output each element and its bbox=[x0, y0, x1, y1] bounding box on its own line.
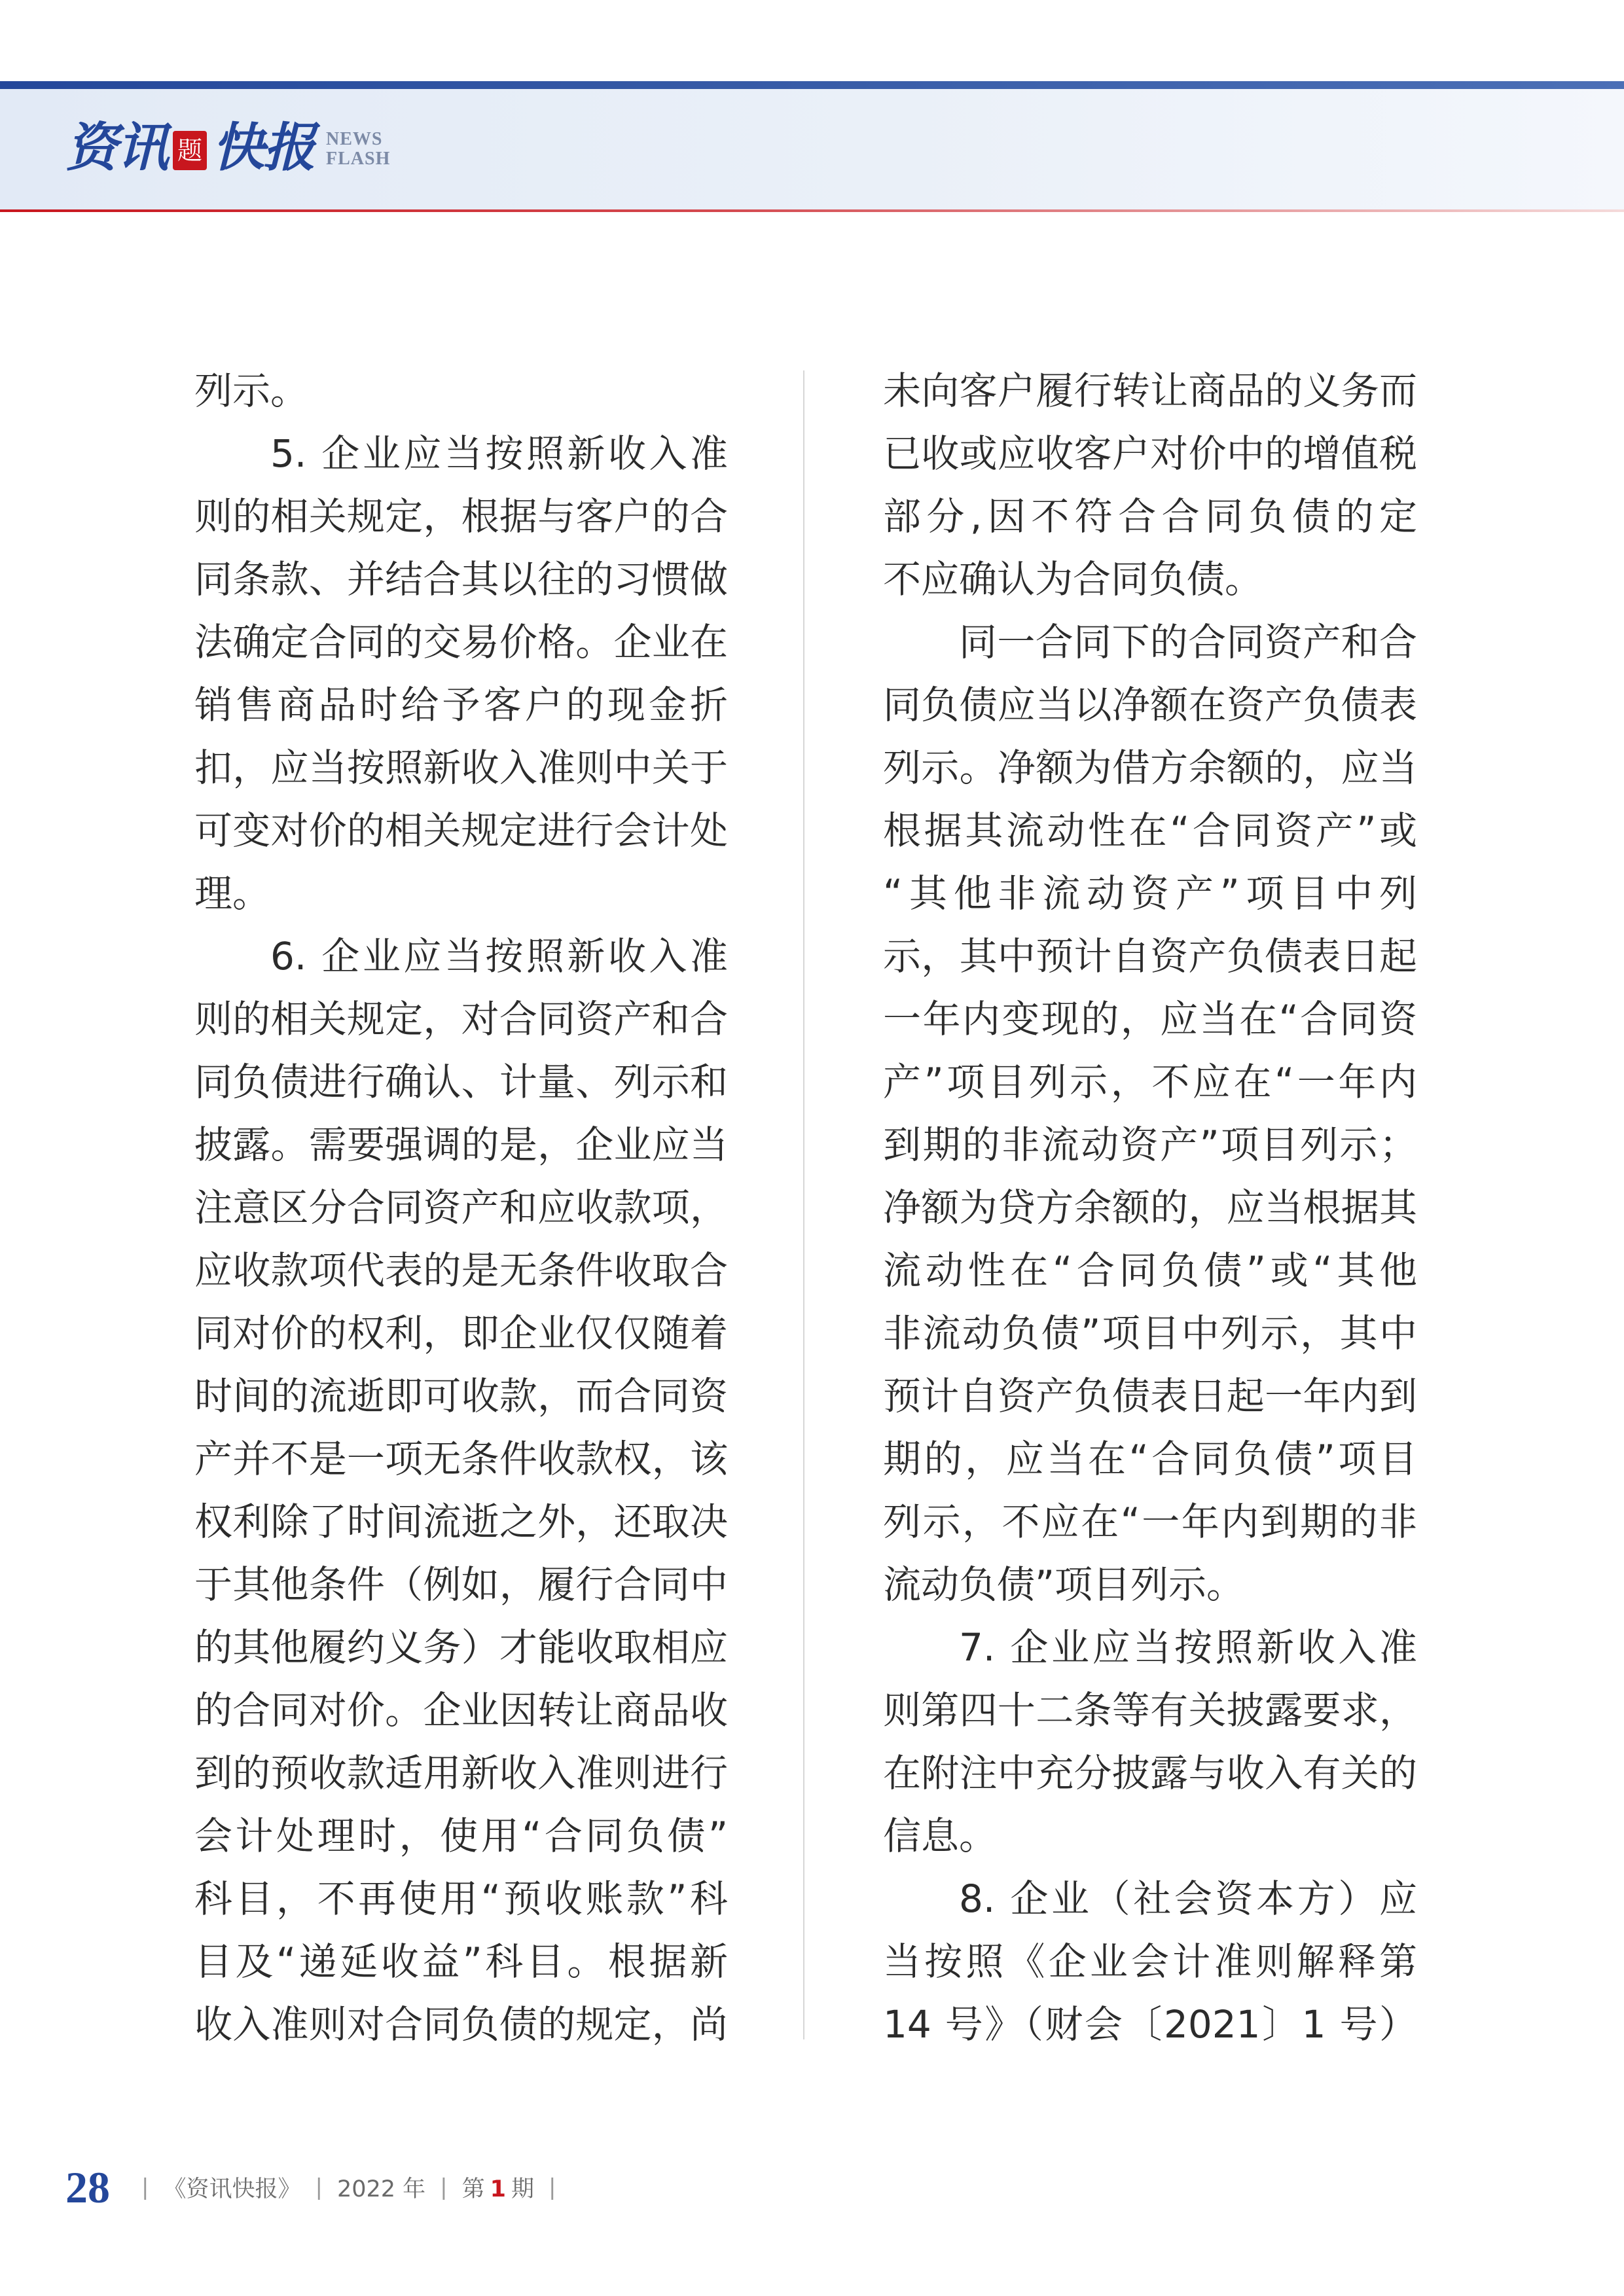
footer-separator: | bbox=[315, 2174, 323, 2200]
text-line: 同一合同下的合同资产和合 bbox=[959, 620, 1417, 664]
text-line: 产”项目列示，不应在“一年内 bbox=[883, 1060, 1417, 1104]
text-line: “其他非流动资产”项目中列 bbox=[883, 871, 1417, 916]
text-line: 理。 bbox=[194, 871, 271, 916]
text-line: 根据其流动性在“合同资产”或 bbox=[883, 808, 1417, 853]
seal-icon: 题 bbox=[173, 131, 207, 170]
header-top-bar bbox=[0, 81, 1624, 89]
footer-separator: | bbox=[549, 2174, 556, 2200]
text-line: 部分,因不符合合同负债的定 bbox=[883, 494, 1417, 539]
text-line: 流动负债”项目列示。 bbox=[883, 1562, 1245, 1607]
text-line: 8. 企业（社会资本方）应 bbox=[959, 1876, 1417, 1921]
text-line: 扣，应当按照新收入准则中关于 bbox=[194, 745, 728, 790]
logo-text-kuaibao: 快报 bbox=[212, 117, 314, 178]
header-red-rule bbox=[0, 209, 1624, 212]
text-line: 6. 企业应当按照新收入准 bbox=[270, 934, 728, 978]
paragraph bbox=[194, 925, 728, 2056]
footer-separator: | bbox=[440, 2174, 448, 2200]
text-line: 同负债进行确认、计量、列示和 bbox=[194, 1060, 728, 1104]
flash-word: FLASH bbox=[326, 149, 391, 169]
text-line: 产并不是一项无条件收款权，该 bbox=[194, 1437, 728, 1481]
text-line: 销售商品时给予客户的现金折 bbox=[194, 683, 728, 727]
page-footer bbox=[65, 2160, 570, 2215]
logo-text-zixun: 资讯 bbox=[65, 117, 168, 178]
paragraph bbox=[194, 359, 728, 422]
text-line: 不应确认为合同负债。 bbox=[883, 557, 1263, 601]
paragraph bbox=[883, 359, 1417, 611]
text-line: 非流动负债”项目中列示，其中 bbox=[883, 1311, 1417, 1355]
text-line: 期的，应当在“合同负债”项目 bbox=[883, 1437, 1417, 1481]
text-line: 同对价的权利，即企业仅仅随着 bbox=[194, 1311, 728, 1355]
masthead-logo bbox=[65, 118, 390, 177]
issue-year: 2022 年 bbox=[336, 2176, 426, 2202]
news-word: NEWS bbox=[326, 129, 383, 149]
text-line: 信息。 bbox=[883, 1814, 998, 1858]
column-divider bbox=[803, 370, 804, 2039]
paragraph bbox=[883, 611, 1417, 1616]
issue-number: 1 bbox=[490, 2176, 506, 2202]
text-line: 5. 企业应当按照新收入准 bbox=[270, 431, 728, 476]
text-line: 同条款、并结合其以往的习惯做 bbox=[194, 557, 728, 601]
text-line: 应收款项代表的是无条件收取合 bbox=[194, 1248, 728, 1293]
text-line: 注意区分合同资产和应收款项， bbox=[194, 1185, 728, 1230]
text-line: 同负债应当以净额在资产负债表 bbox=[883, 683, 1417, 727]
paragraph bbox=[883, 1867, 1417, 2056]
text-line: 会计处理时，使用“合同负债” bbox=[194, 1814, 728, 1858]
issue-suffix: 期 bbox=[511, 2176, 535, 2202]
paragraph bbox=[194, 422, 728, 925]
text-line: 收入准则对合同负债的规定，尚 bbox=[194, 2002, 728, 2047]
page-number: 28 bbox=[65, 2162, 110, 2212]
text-line: 到的预收款适用新收入准则进行 bbox=[194, 1751, 728, 1795]
footer-separator: | bbox=[141, 2174, 149, 2200]
text-line: 14 号》（财会〔2021〕1 号） bbox=[883, 2002, 1417, 2047]
text-line: 一年内变现的，应当在“合同资 bbox=[883, 997, 1417, 1041]
text-line: 权利除了时间流逝之外，还取决 bbox=[194, 1499, 728, 1544]
text-line: 时间的流逝即可收款，而合同资 bbox=[194, 1374, 728, 1418]
text-line: 7. 企业应当按照新收入准 bbox=[959, 1625, 1417, 1670]
issue-prefix: 第 bbox=[461, 2176, 485, 2202]
text-line: 到期的非流动资产”项目列示； bbox=[883, 1122, 1417, 1167]
text-line: 目及“递延收益”科目。根据新 bbox=[194, 1939, 728, 1984]
paragraph bbox=[883, 1616, 1417, 1867]
text-line: 在附注中充分披露与收入有关的 bbox=[883, 1751, 1417, 1795]
text-line: 列示，不应在“一年内到期的非 bbox=[883, 1499, 1417, 1544]
text-line: 法确定合同的交易价格。企业在 bbox=[194, 620, 728, 664]
text-line: 净额为贷方余额的，应当根据其 bbox=[883, 1185, 1417, 1230]
text-line: 的其他履约义务）才能收取相应 bbox=[194, 1625, 728, 1670]
text-line: 披露。需要强调的是，企业应当 bbox=[194, 1122, 728, 1167]
publication-title: 《资讯快报》 bbox=[163, 2176, 301, 2202]
issue-label bbox=[462, 2171, 534, 2204]
text-line: 则的相关规定，对合同资产和合 bbox=[194, 997, 728, 1041]
text-line: 当按照《企业会计准则解释第 bbox=[883, 1939, 1417, 1984]
text-line: 已收或应收客户对价中的增值税 bbox=[883, 431, 1417, 476]
left-column bbox=[194, 359, 728, 2056]
text-line: 则的相关规定，根据与客户的合 bbox=[194, 494, 728, 539]
text-line: 科目，不再使用“预收账款”科 bbox=[194, 1876, 728, 1921]
text-line: 可变对价的相关规定进行会计处 bbox=[194, 808, 728, 853]
text-line: 预计自资产负债表日起一年内到 bbox=[883, 1374, 1417, 1418]
text-line: 示，其中预计自资产负债表日起 bbox=[883, 934, 1417, 978]
text-line: 列示。 bbox=[194, 368, 309, 413]
text-line: 流动性在“合同负债”或“其他 bbox=[883, 1248, 1417, 1293]
text-line: 的合同对价。企业因转让商品收 bbox=[194, 1688, 728, 1732]
text-line: 则第四十二条等有关披露要求， bbox=[883, 1688, 1417, 1732]
text-line: 于其他条件（例如，履行合同中 bbox=[194, 1562, 728, 1607]
text-line: 列示。净额为借方余额的，应当 bbox=[883, 745, 1417, 790]
news-flash-label bbox=[326, 130, 390, 169]
text-line: 未向客户履行转让商品的义务而 bbox=[883, 368, 1417, 413]
right-column bbox=[883, 359, 1417, 2056]
